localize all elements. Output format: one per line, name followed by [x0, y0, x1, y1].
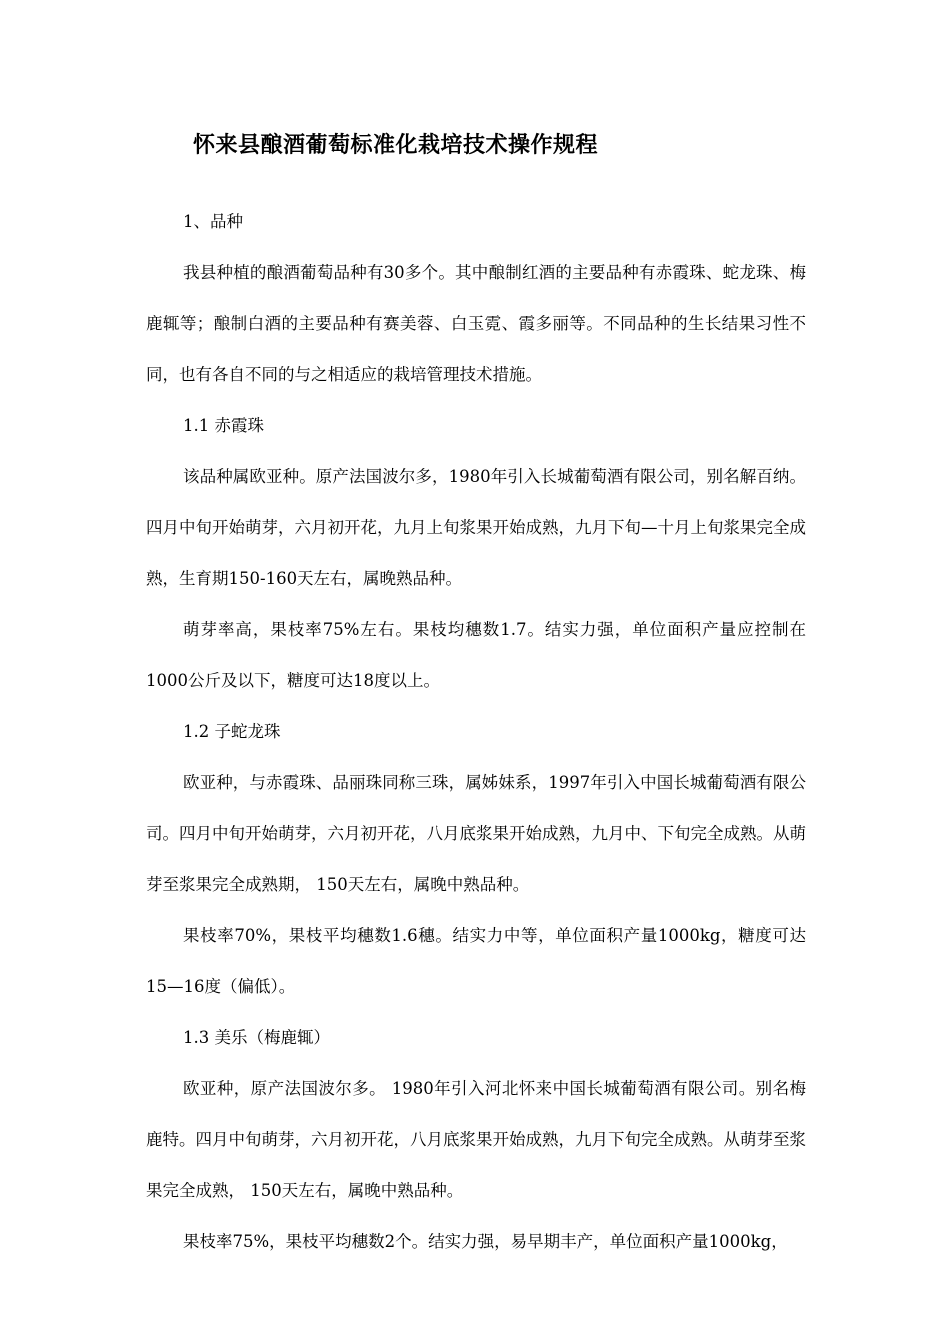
paragraph-merlot-yield: 果枝率75%，果枝平均穗数2个。结实力强，易早期丰产，单位面积产量1000kg，: [183, 1232, 788, 1251]
section-heading-cabernet-gernischt: 1.2 子蛇龙珠: [183, 722, 281, 741]
paragraph-cabernet-gernischt-origin: 欧亚种，与赤霞珠、品丽珠同称三珠，属姊妹系，1997年引入中国长城葡萄酒有限公司。四月中旬开始萌芽，六月初开花，八月底浆果开始成熟，九月中、下旬完全成熟。从萌芽至浆果完全成熟期， 150天左右，属晚中熟品种。: [146, 773, 806, 894]
paragraph-varieties-intro: 我县种植的酿酒葡萄品种有30多个。其中酿制红酒的主要品种有赤霞珠、蛇龙珠、梅鹿辄等；酿制白酒的主要品种有赛美蓉、白玉霓、霞多丽等。不同品种的生长结果习性不同，也有各自不同的与之相适应的栽培管理技术措施。: [146, 263, 806, 384]
section-heading-merlot: 1.3 美乐（梅鹿辄）: [183, 1028, 330, 1047]
document-body: [146, 196, 806, 1267]
section-heading-cabernet-sauvignon: 1.1 赤霞珠: [183, 416, 264, 435]
paragraph-cabernet-sauvignon-origin: 该品种属欧亚种。原产法国波尔多，1980年引入长城葡萄酒有限公司，别名解百纳。四月中旬开始萌芽，六月初开花，九月上旬浆果开始成熟，九月下旬—十月上旬浆果完全成熟，生育期150-160天左右，属晚熟品种。: [146, 467, 806, 588]
paragraph-cabernet-sauvignon-yield: 萌芽率高，果枝率75%左右。果枝均穗数1.7。结实力强，单位面积产量应控制在1000公斤及以下，糖度可达18度以上。: [146, 620, 806, 690]
section-heading-varieties: 1、品种: [183, 212, 243, 231]
paragraph-merlot-origin: 欧亚种，原产法国波尔多。 1980年引入河北怀来中国长城葡萄酒有限公司。别名梅鹿特。四月中旬萌芽，六月初开花，八月底浆果开始成熟，九月下旬完全成熟。从萌芽至浆果完全成熟， 150天左右，属晚中熟品种。: [146, 1079, 806, 1200]
document-title: 怀来县酿酒葡萄标准化栽培技术操作规程: [193, 133, 599, 158]
paragraph-cabernet-gernischt-yield: 果枝率70%，果枝平均穗数1.6穗。结实力中等，单位面积产量1000kg，糖度可达15—16度（偏低）。: [146, 926, 806, 996]
